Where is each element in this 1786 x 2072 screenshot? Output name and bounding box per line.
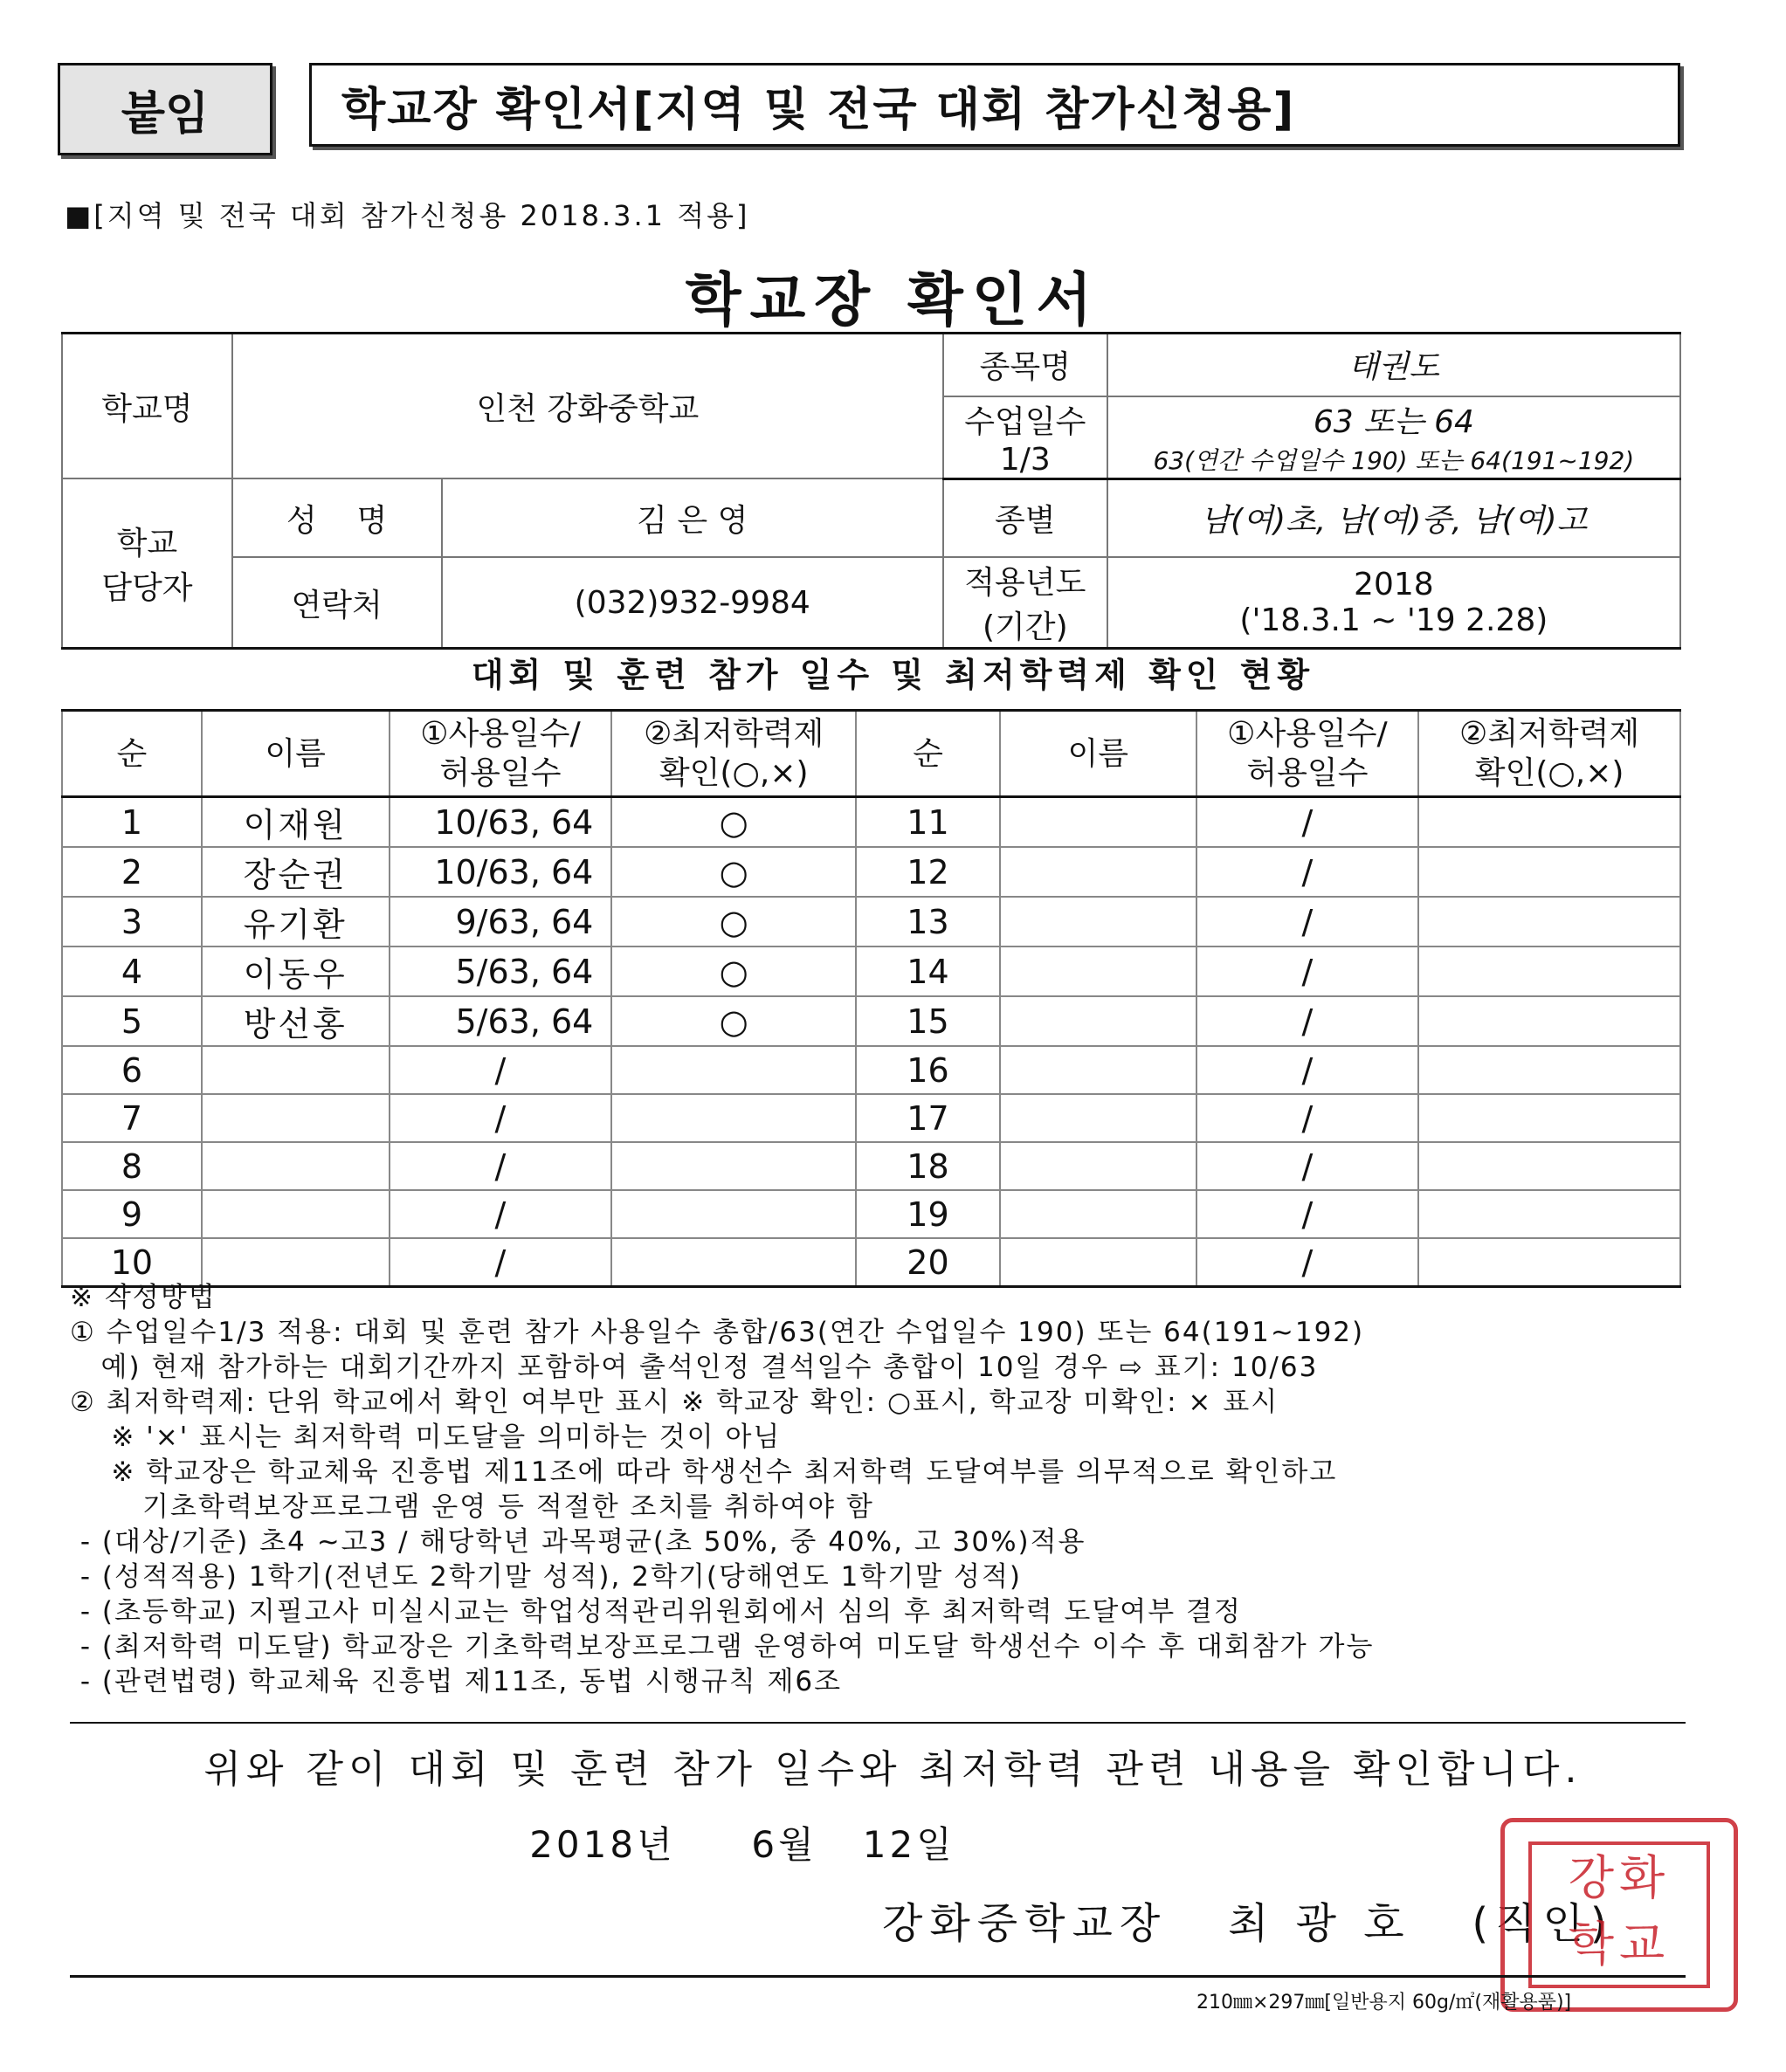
signature-date: 2018년 6월 12일 <box>529 1823 955 1866</box>
cell-name <box>1000 1190 1196 1238</box>
cell-name: 이동우 <box>202 947 390 996</box>
table-row <box>62 1142 1680 1190</box>
col-name: 이름 <box>1000 711 1196 797</box>
cell-days: / <box>390 1238 612 1287</box>
cell-no: 12 <box>856 847 1000 897</box>
cell-no: 1 <box>62 797 202 848</box>
cell-days: 9/63, 64 <box>390 897 612 947</box>
participation-table <box>61 709 1681 1288</box>
principal-signature: 강화중학교장 최 광 호 (직인) <box>882 1899 1614 1948</box>
col-check: ②최저학력제 확인(○,×) <box>1418 711 1680 797</box>
cell-check <box>611 1046 856 1094</box>
table-row <box>62 897 1680 947</box>
note-line: - (대상/기준) 초4 ~고3 / 해당학년 과목평균(초 50%, 중 40%, 고 30%)적용 <box>70 1526 1086 1558</box>
cell-no: 17 <box>856 1094 1000 1142</box>
note-line: - (관련법령) 학교체육 진흥법 제11조, 동법 시행규칙 제6조 <box>70 1666 843 1697</box>
note-line: 예) 현재 참가하는 대회기간까지 포함하여 출석인정 결석일수 총합이 10일 경우 ⇨ 표기: 10/63 <box>70 1352 1319 1383</box>
cell-no: 18 <box>856 1142 1000 1190</box>
cell-name <box>202 1046 390 1094</box>
school-info-table <box>61 332 1681 650</box>
type-value: 남(여)초, 남(여)중, 남(여)고 <box>1107 478 1680 557</box>
year-value: 2018 ('18.3.1 ~ '19 2.28) <box>1107 557 1680 649</box>
cell-name <box>202 1142 390 1190</box>
school-name: 인천 강화중학교 <box>232 334 943 479</box>
cell-days: / <box>1196 1046 1419 1094</box>
cell-check <box>1418 1142 1680 1190</box>
cell-no: 20 <box>856 1238 1000 1287</box>
cell-no: 14 <box>856 947 1000 996</box>
cell-name <box>1000 1046 1196 1094</box>
cell-no: 9 <box>62 1190 202 1238</box>
cell-check: ○ <box>611 996 856 1046</box>
note-line: - (성적적용) 1학기(전년도 2학기말 성적), 2학기(당해연도 1학기말 성적) <box>70 1561 1022 1593</box>
cell-name: 유기환 <box>202 897 390 947</box>
cell-no: 7 <box>62 1094 202 1142</box>
cell-name <box>1000 1142 1196 1190</box>
cell-check <box>1418 996 1680 1046</box>
cell-days: / <box>1196 847 1419 897</box>
cell-no: 6 <box>62 1046 202 1094</box>
cell-name <box>1000 996 1196 1046</box>
cell-no: 5 <box>62 996 202 1046</box>
col-days: ①사용일수/ 허용일수 <box>1196 711 1419 797</box>
cell-check <box>1418 1094 1680 1142</box>
form-subnote: ■[지역 및 전국 대회 참가신청용 2018.3.1 적용] <box>65 199 750 232</box>
table-row <box>62 996 1680 1046</box>
cell-check <box>611 1190 856 1238</box>
cell-no: 10 <box>62 1238 202 1287</box>
cell-no: 4 <box>62 947 202 996</box>
cell-no: 13 <box>856 897 1000 947</box>
cell-check <box>611 1142 856 1190</box>
event-value: 태권도 <box>1107 334 1680 396</box>
year-label: 적용년도 (기간) <box>943 557 1107 649</box>
cell-name: 이재원 <box>202 797 390 848</box>
attachment-badge: 붙임 <box>58 63 272 155</box>
cell-days: 5/63, 64 <box>390 996 612 1046</box>
section-title: 대회 및 훈련 참가 일수 및 최저학력제 확인 현황 <box>471 656 1315 694</box>
note-line: 기초학력보장프로그램 운영 등 적절한 조치를 취하여야 함 <box>70 1491 874 1523</box>
cell-check <box>1418 1190 1680 1238</box>
cell-check: ○ <box>611 947 856 996</box>
cell-check <box>1418 1046 1680 1094</box>
cell-days: 10/63, 64 <box>390 847 612 897</box>
cell-no: 8 <box>62 1142 202 1190</box>
cell-name <box>202 1094 390 1142</box>
col-no: 순 <box>62 711 202 797</box>
col-no: 순 <box>856 711 1000 797</box>
col-days: ①사용일수/ 허용일수 <box>390 711 612 797</box>
cell-days: / <box>1196 1190 1419 1238</box>
cell-name <box>1000 1094 1196 1142</box>
cell-name <box>1000 897 1196 947</box>
cell-check: ○ <box>611 847 856 897</box>
cell-check: ○ <box>611 797 856 848</box>
cell-check <box>1418 797 1680 848</box>
cell-days: / <box>390 1190 612 1238</box>
instructions <box>70 1280 1694 1699</box>
school-name-label: 학교명 <box>62 334 232 479</box>
phone-value: (032)932-9984 <box>442 557 943 649</box>
table-row <box>62 1190 1680 1238</box>
divider <box>70 1722 1686 1724</box>
footer-divider <box>70 1975 1686 1978</box>
class-days-label: 수업일수 1/3 <box>943 396 1107 479</box>
cell-days: / <box>1196 797 1419 848</box>
cell-days: / <box>1196 1238 1419 1287</box>
cell-no: 11 <box>856 797 1000 848</box>
cell-no: 16 <box>856 1046 1000 1094</box>
cell-check <box>1418 847 1680 897</box>
note-line: - (초등학교) 지필고사 미실시교는 학업성적관리위원회에서 심의 후 최저학력 도달여부 결정 <box>70 1596 1242 1628</box>
paper-spec: 210㎜×297㎜[일반용지 60g/㎡(재활용품)] <box>1196 1992 1572 2013</box>
event-label: 종목명 <box>943 334 1107 396</box>
seal-text: 강화 학교 <box>1528 1841 1710 1988</box>
cell-check <box>611 1094 856 1142</box>
col-check: ②최저학력제 확인(○,×) <box>611 711 856 797</box>
cell-days: / <box>1196 996 1419 1046</box>
cell-no: 19 <box>856 1190 1000 1238</box>
note-line: ※ '×' 표시는 최저학력 미도달을 의미하는 것이 아님 <box>70 1421 782 1453</box>
class-days-value: 63 또는 64 63(연간 수업일수 190) 또는 64(191~192) <box>1107 396 1680 479</box>
note-line: ② 최저학력제: 단위 학교에서 확인 여부만 표시 ※ 학교장 확인: ○표시, 학교장 미확인: × 표시 <box>70 1387 1279 1418</box>
cell-no: 3 <box>62 897 202 947</box>
cell-days: / <box>1196 947 1419 996</box>
table-row <box>62 1094 1680 1142</box>
phone-label: 연락처 <box>232 557 442 649</box>
cell-name: 방선홍 <box>202 996 390 1046</box>
name-label: 성 명 <box>232 478 442 557</box>
contact-name: 김 은 영 <box>442 478 943 557</box>
note-line: - (최저학력 미도달) 학교장은 기초학력보장프로그램 운영하여 미도달 학생선수 이수 후 대회참가 가능 <box>70 1631 1375 1662</box>
cell-days: / <box>1196 1094 1419 1142</box>
note-line: ※ 작성방법 <box>70 1282 217 1313</box>
type-label: 종별 <box>943 478 1107 557</box>
note-line: ※ 학교장은 학교체육 진흥법 제11조에 따라 학생선수 최저학력 도달여부를 의무적으로 확인하고 <box>70 1456 1338 1488</box>
cell-days: 10/63, 64 <box>390 797 612 848</box>
table-row <box>62 1046 1680 1094</box>
cell-name <box>1000 847 1196 897</box>
col-name: 이름 <box>202 711 390 797</box>
cell-days: / <box>390 1046 612 1094</box>
table-row <box>62 847 1680 897</box>
document-title: 학교장 확인서 <box>685 266 1101 334</box>
cell-check <box>1418 947 1680 996</box>
confirmation-statement: 위와 같이 대회 및 훈련 참가 일수와 최저학력 관련 내용을 확인합니다. <box>203 1747 1583 1792</box>
cell-days: / <box>1196 1142 1419 1190</box>
table-row <box>62 797 1680 848</box>
cell-days: / <box>390 1142 612 1190</box>
note-line: ① 수업일수1/3 적용: 대회 및 훈련 참가 사용일수 총합/63(연간 수업일수 190) 또는 64(191~192) <box>70 1317 1365 1348</box>
contact-person-label: 학교 담당자 <box>62 478 232 649</box>
header-title: 학교장 확인서[지역 및 전국 대회 참가신청용] <box>309 63 1680 147</box>
cell-name <box>1000 797 1196 848</box>
table-row <box>62 947 1680 996</box>
cell-no: 2 <box>62 847 202 897</box>
official-seal-stamp <box>1500 1818 1738 2012</box>
cell-days: / <box>390 1094 612 1142</box>
cell-name: 장순권 <box>202 847 390 897</box>
cell-days: / <box>1196 897 1419 947</box>
cell-name <box>1000 947 1196 996</box>
cell-check: ○ <box>611 897 856 947</box>
cell-no: 15 <box>856 996 1000 1046</box>
cell-check <box>1418 897 1680 947</box>
cell-days: 5/63, 64 <box>390 947 612 996</box>
cell-name <box>202 1190 390 1238</box>
